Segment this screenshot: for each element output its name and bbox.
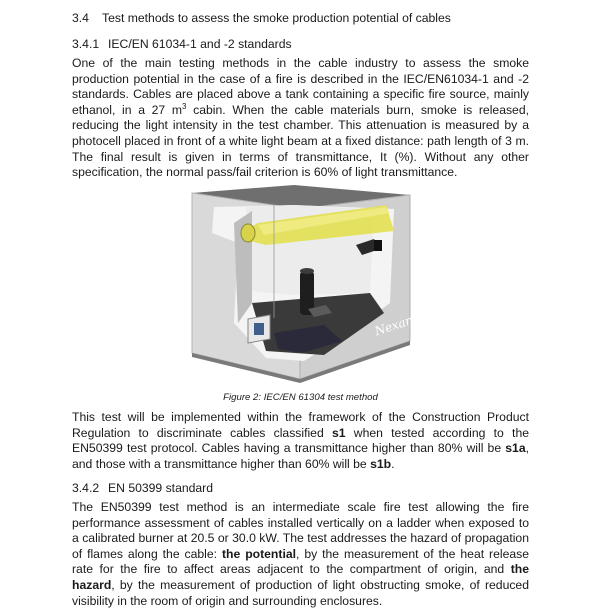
nexans-logo: Nexans (372, 310, 421, 339)
section-heading (72, 11, 451, 25)
paragraph2-text-1: This test will be implemented within the framework of the Construction Product Regulation to discriminate cables classified (72, 410, 529, 440)
subsection-number-2: 3.4.2 (72, 481, 100, 495)
paragraph2-text-2: when tested according to the EN50399 test protocol. Cables having a transmittance higher than 80% will be (72, 425, 529, 456)
figure-caption: Figure 2: IEC/EN 61304 test method (223, 392, 378, 403)
class-s1: s1 (331, 425, 346, 440)
class-s1b: s1b (370, 456, 392, 471)
test-chamber-illustration (174, 183, 424, 383)
photocell-lens (374, 240, 382, 251)
section-title: Test methods to assess the smoke production potential of cables (102, 11, 451, 25)
subsection-number-1: 3.4.1 (72, 37, 100, 51)
paragraph-smoke-test-part-b: cabin. When the cable materials burn, smoke is released, reducing the light intensity in the test chamber. This attenuation is measured by a photocell placed in front of a white light beam at a fixed distance: path length of 3 m. The final result is given in terms of transmittance, It (%). Without any other specification, the normal pass/fail criterion is 60% of light transmittance. (72, 102, 530, 180)
subsection-title-1: IEC/EN 61034-1 and -2 standards (108, 37, 292, 51)
test-chamber-figure (174, 183, 424, 383)
section-number: 3.4 (72, 11, 89, 25)
paragraph2-text-4: . (391, 456, 395, 471)
class-s1a: s1a (505, 441, 526, 456)
term-the-potential: the potential (222, 546, 296, 561)
term-the-hazard: the hazard (72, 562, 529, 592)
subsection-title-2: EN 50399 standard (108, 481, 214, 495)
paragraph-smoke-test (72, 56, 529, 181)
observation-window-glass (254, 323, 264, 335)
paragraph-cpr-classification (72, 410, 529, 472)
light-source-lamp (241, 224, 255, 242)
paragraph2-text-3: , and those with a transmittance higher than 60% will be (72, 441, 529, 471)
paragraph-smoke-test-part-a: One of the main testing methods in the cable industry to assess the smoke production potential in the case of a fire is described in the IEC/EN61034-1 and -2 standards. Cables are placed above a tank containing a specific fire source, mainly ethanol, in a 27 m (72, 56, 529, 117)
paragraph3-text-3: , by the measurement of production of light obstructing smoke, of reduced visibility in the room of origin and surrounding enclosures. (72, 577, 529, 608)
paragraph-en50399 (72, 500, 529, 609)
smoke-cylinder-top (300, 268, 314, 274)
subsection-heading-1 (72, 37, 292, 51)
superscript-3: 3 (182, 101, 187, 111)
paragraph3-text-2: , by the measurement of the heat release rate for the fire to affect areas adjacent to the compartment of origin, and (72, 546, 530, 577)
paragraph3-text-1: The EN50399 test method is an intermediate scale fire test allowing the fire performance assessment of cables installed vertically on a ladder when exposed to a calibrated burner at 20.5 or 30.0 kW. The test addresses the hazard of propagation of flames along the cable: (72, 500, 529, 561)
subsection-heading-2 (72, 481, 213, 495)
